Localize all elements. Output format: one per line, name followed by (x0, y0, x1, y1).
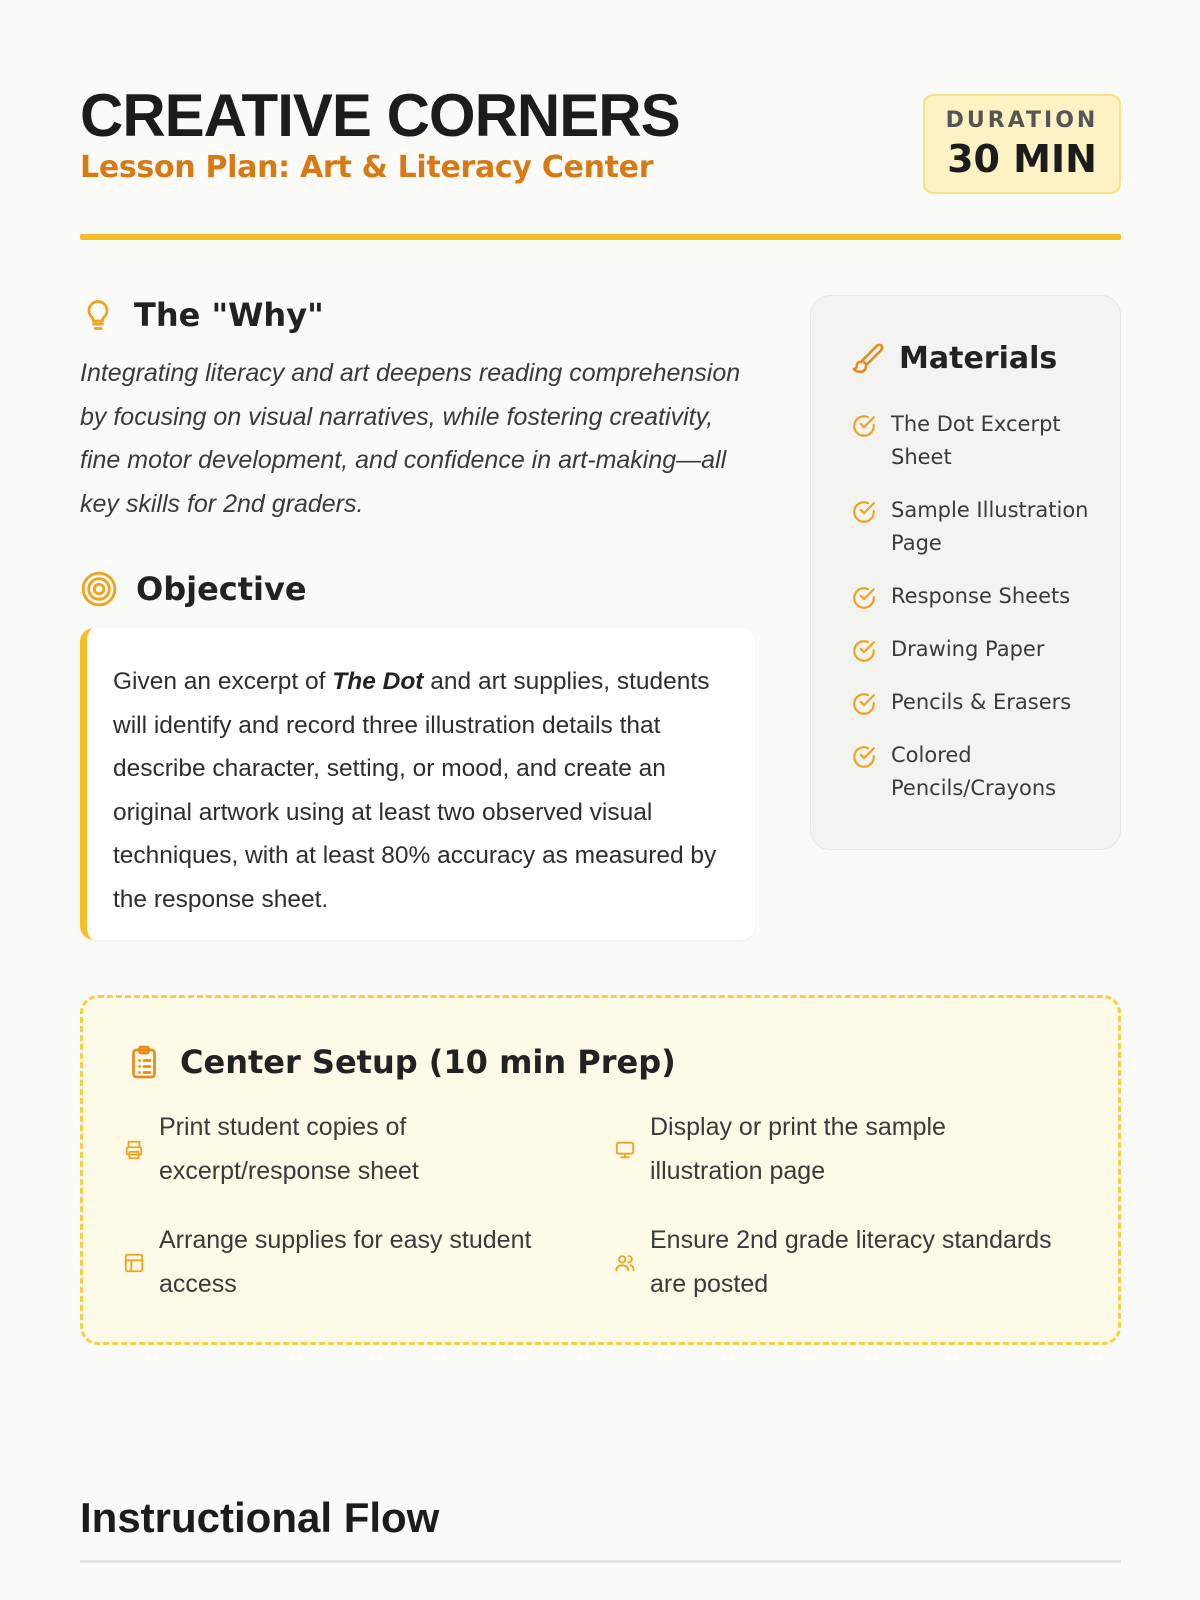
materials-list (851, 408, 1101, 825)
header (80, 82, 1121, 196)
list-item (851, 633, 1101, 666)
objective-heading-text: Objective (136, 570, 307, 608)
check-circle-icon (851, 413, 877, 439)
duration-label: DURATION (945, 108, 1099, 133)
paintbrush-icon (851, 342, 885, 376)
duration-value: 30 MIN (947, 137, 1097, 181)
objective-box (80, 628, 755, 940)
page-subtitle: Lesson Plan: Art & Literacy Center (80, 150, 654, 185)
lightbulb-icon (80, 297, 116, 333)
material-label: Sample Illustration Page (891, 498, 1089, 555)
printer-icon (123, 1139, 145, 1161)
objective-book-title: The Dot (332, 668, 424, 695)
setup-item-text: Arrange supplies for easy student access (159, 1226, 532, 1298)
setup-item-display (614, 1106, 1054, 1193)
instructional-flow-heading: Instructional Flow (80, 1494, 440, 1541)
lesson-plan-page (80, 0, 1121, 1600)
monitor-icon (614, 1139, 636, 1161)
setup-heading-text: Center Setup (10 min Prep) (180, 1043, 676, 1081)
setup-heading (126, 1043, 676, 1081)
why-text: Integrating literacy and art deepens reading comprehension by focusing on visual narratives, while fostering creativity, fine motor development, and confidence in art-making—all key skills for 2nd graders. (80, 359, 741, 518)
list-item (851, 408, 1101, 474)
setup-item-standards (614, 1219, 1054, 1306)
objective-text-after: and art supplies, students will identify and record three illustration details that describe character, setting, or mood, and create an original artwork using at least two observed visual techniques, with at least 80% accuracy as measured by the response sheet. (113, 668, 717, 913)
clipboard-icon (126, 1044, 162, 1080)
materials-heading (851, 341, 1057, 376)
setup-item-text: Ensure 2nd grade literacy standards are posted (650, 1226, 1052, 1298)
page-title: CREATIVE CORNERS (80, 82, 680, 149)
check-circle-icon (851, 744, 877, 770)
why-heading-text: The "Why" (134, 296, 324, 334)
duration-badge (923, 94, 1121, 194)
layout-icon (123, 1252, 145, 1274)
list-item (851, 580, 1101, 613)
materials-card (810, 295, 1121, 850)
material-label: The Dot Excerpt Sheet (891, 412, 1061, 469)
check-circle-icon (851, 638, 877, 664)
objective-text-before: Given an excerpt of (113, 668, 333, 695)
check-circle-icon (851, 691, 877, 717)
material-label: Response Sheets (891, 584, 1071, 608)
setup-item-text: Print student copies of excerpt/response sheet (159, 1113, 419, 1185)
objective-heading (80, 570, 307, 608)
setup-item-arrange (123, 1219, 563, 1306)
target-icon (80, 570, 118, 608)
list-item (851, 494, 1101, 560)
why-heading (80, 296, 324, 334)
material-label: Drawing Paper (891, 637, 1045, 661)
setup-item-print (123, 1106, 563, 1193)
list-item (851, 739, 1101, 805)
header-divider (80, 234, 1121, 240)
material-label: Colored Pencils/Crayons (891, 743, 1057, 800)
list-item (851, 686, 1101, 719)
users-icon (614, 1252, 636, 1274)
check-circle-icon (851, 585, 877, 611)
flow-divider (80, 1560, 1121, 1563)
material-label: Pencils & Erasers (891, 690, 1072, 714)
setup-item-text: Display or print the sample illustration page (650, 1113, 946, 1185)
center-setup-box (80, 995, 1121, 1345)
materials-heading-text: Materials (899, 341, 1058, 376)
check-circle-icon (851, 499, 877, 525)
